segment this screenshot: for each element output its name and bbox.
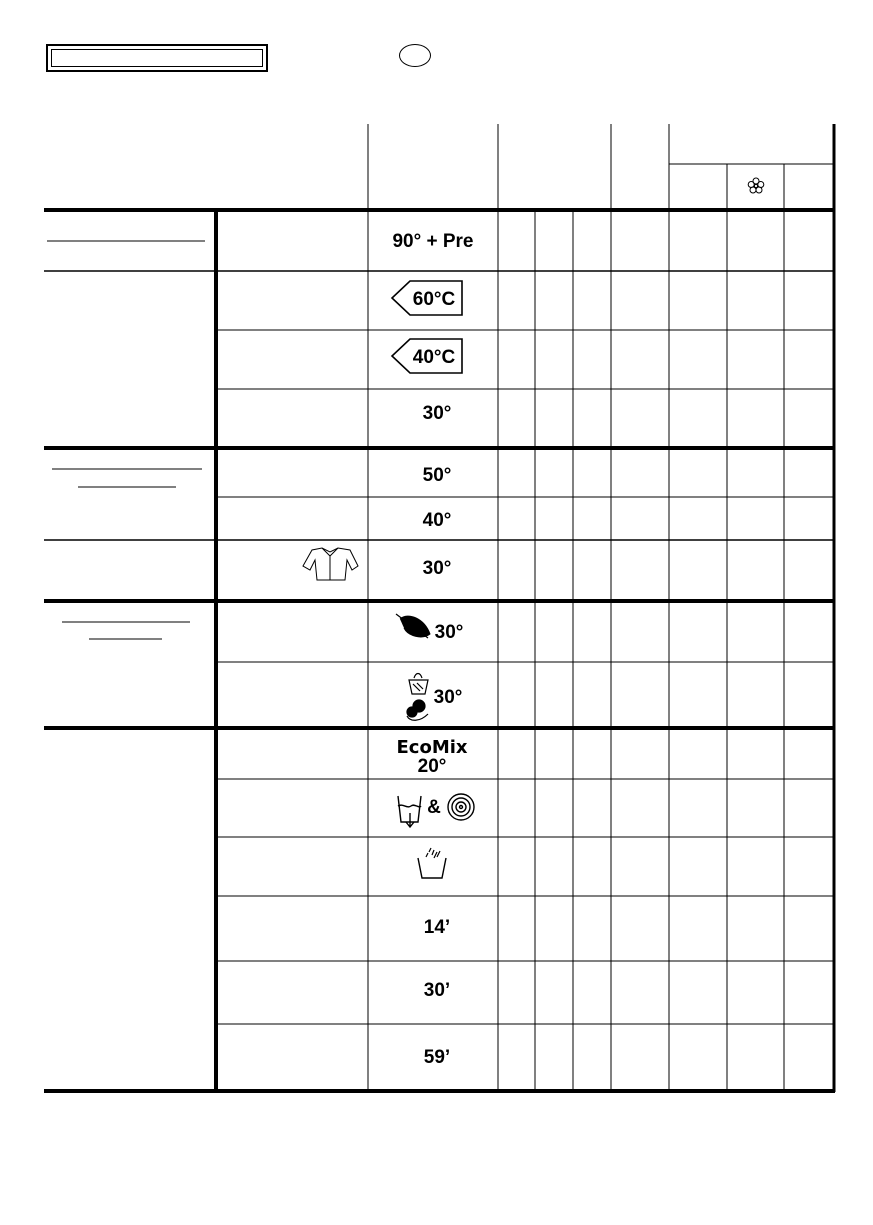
value-59min: 59’ xyxy=(423,1047,451,1068)
value-90-pre: 90° + Pre xyxy=(392,231,474,252)
value-delicate-30: 30° xyxy=(434,622,464,643)
value-40c: 40°C xyxy=(412,347,456,368)
shirt-icon xyxy=(303,548,358,580)
value-14min: 14’ xyxy=(423,917,451,938)
feather-icon xyxy=(396,614,430,638)
value-30min: 30’ xyxy=(423,980,451,1001)
flower-icon xyxy=(748,178,764,193)
rinse-icon xyxy=(418,848,446,878)
ecomix-temp: 20° xyxy=(417,756,447,777)
value-40: 40° xyxy=(422,510,452,531)
spin-icon xyxy=(448,794,474,820)
drain-icon xyxy=(398,796,421,827)
drain-spin-amp: & xyxy=(427,797,441,818)
value-wool-30: 30° xyxy=(433,687,463,708)
value-30: 30° xyxy=(422,403,452,424)
wool-handwash-icon xyxy=(407,674,428,721)
value-shirts-30: 30° xyxy=(422,558,452,579)
value-50: 50° xyxy=(422,465,452,486)
value-60c: 60°C xyxy=(412,289,456,310)
ecomix-label: EcoMix xyxy=(396,737,468,758)
